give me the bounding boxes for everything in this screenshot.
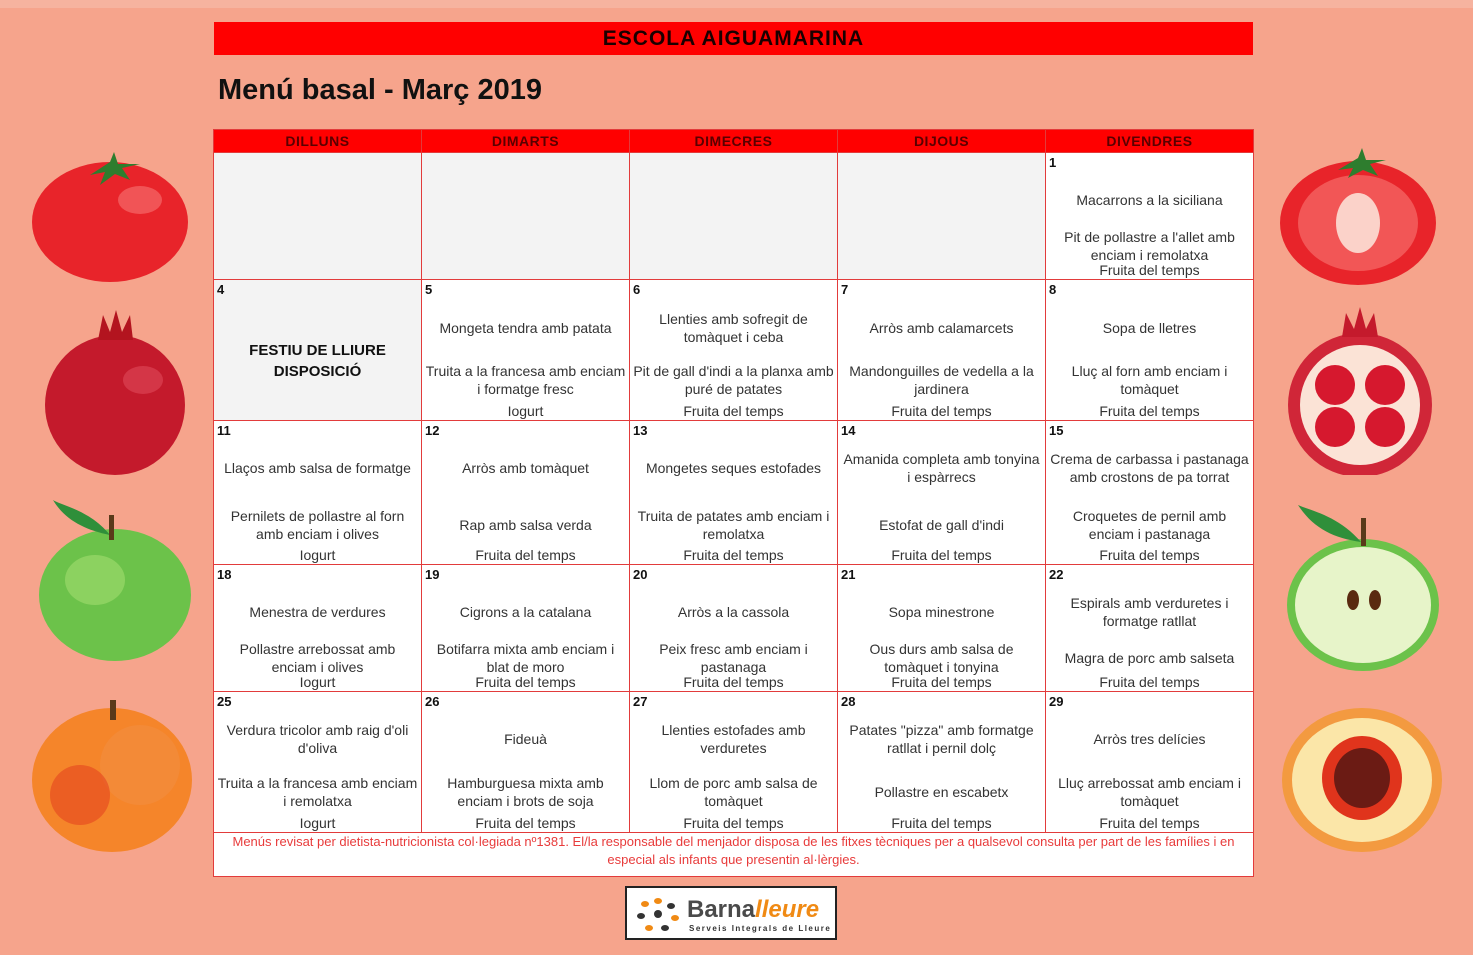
first-course: Fideuà [504,731,547,747]
day-cell [214,565,422,692]
day-number: 11 [217,423,231,438]
dessert: Fruita del temps [475,815,576,831]
day-number: 6 [633,282,641,297]
dessert: Fruita del temps [891,547,992,563]
first-course: Crema de carbassa i pastanaga amb crostons de pa torrat [1050,451,1249,485]
dessert: Fruita del temps [1099,403,1200,419]
first-course: Mongeta tendra amb patata [439,320,612,336]
first-course: Macarrons a la siciliana [1076,192,1223,208]
second-course: Lluç al forn amb enciam i tomàquet [1071,363,1228,397]
top-band [0,0,1473,8]
second-course: Llom de porc amb salsa de tomàquet [649,775,818,809]
second-course: Hamburguesa mixta amb enciam i brots de soja [447,775,604,809]
tomato-half-icon [1278,148,1438,288]
first-course: Arròs a la cassola [677,604,790,620]
day-number: 20 [633,567,648,582]
day-cell [630,565,838,692]
green-apple-icon [35,495,195,665]
second-course: Pollastre arrebossat amb enciam i olives [239,641,396,675]
second-course: Croquetes de pernil amb enciam i pastanaga [1072,508,1227,542]
first-course: Llaços amb salsa de formatge [224,460,411,476]
day-number: 27 [633,694,648,709]
day-cell [422,692,630,833]
day-cell [630,421,838,565]
pomegranate-icon [38,310,193,475]
day-number: 8 [1049,282,1057,297]
first-course: Menestra de verdures [249,604,386,620]
day-cell [1046,421,1254,565]
day-number: 28 [841,694,856,709]
dessert: Iogurt [299,674,336,690]
first-course: Patates "pizza" amb formatge ratllat i pernil dolç [849,722,1034,756]
dessert: Iogurt [507,403,544,419]
first-course: Arròs amb tomàquet [462,460,589,476]
first-course: Arròs amb calamarcets [869,320,1014,336]
day-cell [422,280,630,421]
day-number: 14 [841,423,856,438]
tomato-icon [30,150,190,285]
weekday-header: DIJOUS [838,130,1046,153]
day-number: 21 [841,567,856,582]
green-apple-half-icon [1283,500,1443,675]
first-course: Llenties estofades amb verduretes [661,722,806,756]
logo-mark-icon [635,896,681,932]
dessert: Fruita del temps [475,674,576,690]
peach-half-icon [1280,700,1445,860]
first-course: Cigrons a la catalana [459,604,592,620]
second-course: Truita a la francesa amb enciam i formatge fresc [425,363,626,397]
day-number: 1 [1049,155,1057,170]
day-number: 29 [1049,694,1064,709]
second-course: Rap amb salsa verda [459,517,592,533]
day-cell [214,692,422,833]
second-course: Estofat de gall d'indi [879,517,1004,533]
day-cell-empty [214,153,422,280]
day-number: 12 [425,423,440,438]
day-number: 19 [425,567,440,582]
dessert: Fruita del temps [1099,815,1200,831]
day-cell-empty [630,153,838,280]
day-cell [1046,280,1254,421]
logo-name-accent: lleure [755,896,820,923]
second-course: Botifarra mixta amb enciam i blat de moro [436,641,615,675]
day-number: 15 [1049,423,1064,438]
day-cell [422,421,630,565]
day-cell-holiday [214,280,422,421]
day-cell-empty [422,153,630,280]
first-course: Espirals amb verduretes i formatge ratllat [1070,595,1229,629]
day-number: 7 [841,282,849,297]
logo-name-main: Barna [687,896,756,923]
second-course: Pit de pollastre a l'allet amb enciam i remolatxa [1064,229,1235,263]
day-cell [422,565,630,692]
second-course: Truita de patates amb enciam i remolatxa [637,508,830,542]
footer-note: Menús revisat per dietista-nutricionista col·legiada nº1381. El/la responsable del menjador disposa de les fitxes tècniques per a qualsevol consulta per part de les famílies i en especial als infants que presentin al·lèrgies. [214,833,1254,877]
day-number: 5 [425,282,433,297]
first-course: Llenties amb sofregit de tomàquet i ceba [659,311,808,345]
dessert: Fruita del temps [683,674,784,690]
day-cell [1046,692,1254,833]
second-course: Truita a la francesa amb enciam i remolatxa [217,775,418,809]
logo-name [687,896,819,924]
first-course: Sopa minestrone [888,604,995,620]
day-number: 25 [217,694,232,709]
barnalleure-logo [625,886,837,940]
second-course: Ous durs amb salsa de tomàquet i tonyina [869,641,1014,675]
first-course: Arròs tres delícies [1093,731,1206,747]
weekday-header: DIVENDRES [1046,130,1254,153]
dessert: Fruita del temps [683,815,784,831]
pomegranate-half-icon [1280,305,1440,475]
day-cell [838,692,1046,833]
dessert: Iogurt [299,815,336,831]
dessert: Fruita del temps [1099,547,1200,563]
day-cell [838,421,1046,565]
second-course: Peix fresc amb enciam i pastanaga [659,641,808,675]
day-cell [630,280,838,421]
second-course: Pollastre en escabetx [874,784,1009,800]
day-cell [630,692,838,833]
day-cell [838,565,1046,692]
first-course: Verdura tricolor amb raig d'oli d'oliva [226,722,409,756]
day-number: 13 [633,423,648,438]
dessert: Fruita del temps [891,403,992,419]
second-course: Magra de porc amb salseta [1064,650,1235,666]
first-course: Mongetes seques estofades [645,460,822,476]
dessert: Fruita del temps [683,547,784,563]
weekday-header: DIMARTS [422,130,630,153]
dessert: Fruita del temps [1099,674,1200,690]
menu-calendar [213,129,1254,877]
holiday-label: FESTIU DE LLIURE DISPOSICIÓ [249,342,386,380]
logo-subtitle: Serveis Integrals de Lleure [689,924,832,933]
weekday-header: DIMECRES [630,130,838,153]
first-course: Sopa de lletres [1102,320,1197,336]
school-banner: ESCOLA AIGUAMARINA [214,22,1253,55]
day-number: 26 [425,694,440,709]
day-number: 18 [217,567,232,582]
second-course: Pit de gall d'indi a la planxa amb puré de patates [633,363,834,397]
day-cell [1046,565,1254,692]
dessert: Iogurt [299,547,336,563]
dessert: Fruita del temps [891,815,992,831]
weekday-header: DILLUNS [214,130,422,153]
day-cell-empty [838,153,1046,280]
second-course: Mandonguilles de vedella a la jardinera [849,363,1034,397]
first-course: Amanida completa amb tonyina i espàrrecs [843,451,1040,485]
day-number: 4 [217,282,225,297]
dessert: Fruita del temps [683,403,784,419]
dessert: Fruita del temps [891,674,992,690]
page-title: Menú basal - Març 2019 [218,74,542,106]
peach-icon [30,695,195,855]
dessert: Fruita del temps [1099,262,1200,278]
day-number: 22 [1049,567,1064,582]
day-cell [1046,153,1254,280]
dessert: Fruita del temps [475,547,576,563]
second-course: Pernilets de pollastre al forn amb enciam i olives [230,508,405,542]
day-cell [838,280,1046,421]
second-course: Lluç arrebossat amb enciam i tomàquet [1058,775,1241,809]
day-cell [214,421,422,565]
